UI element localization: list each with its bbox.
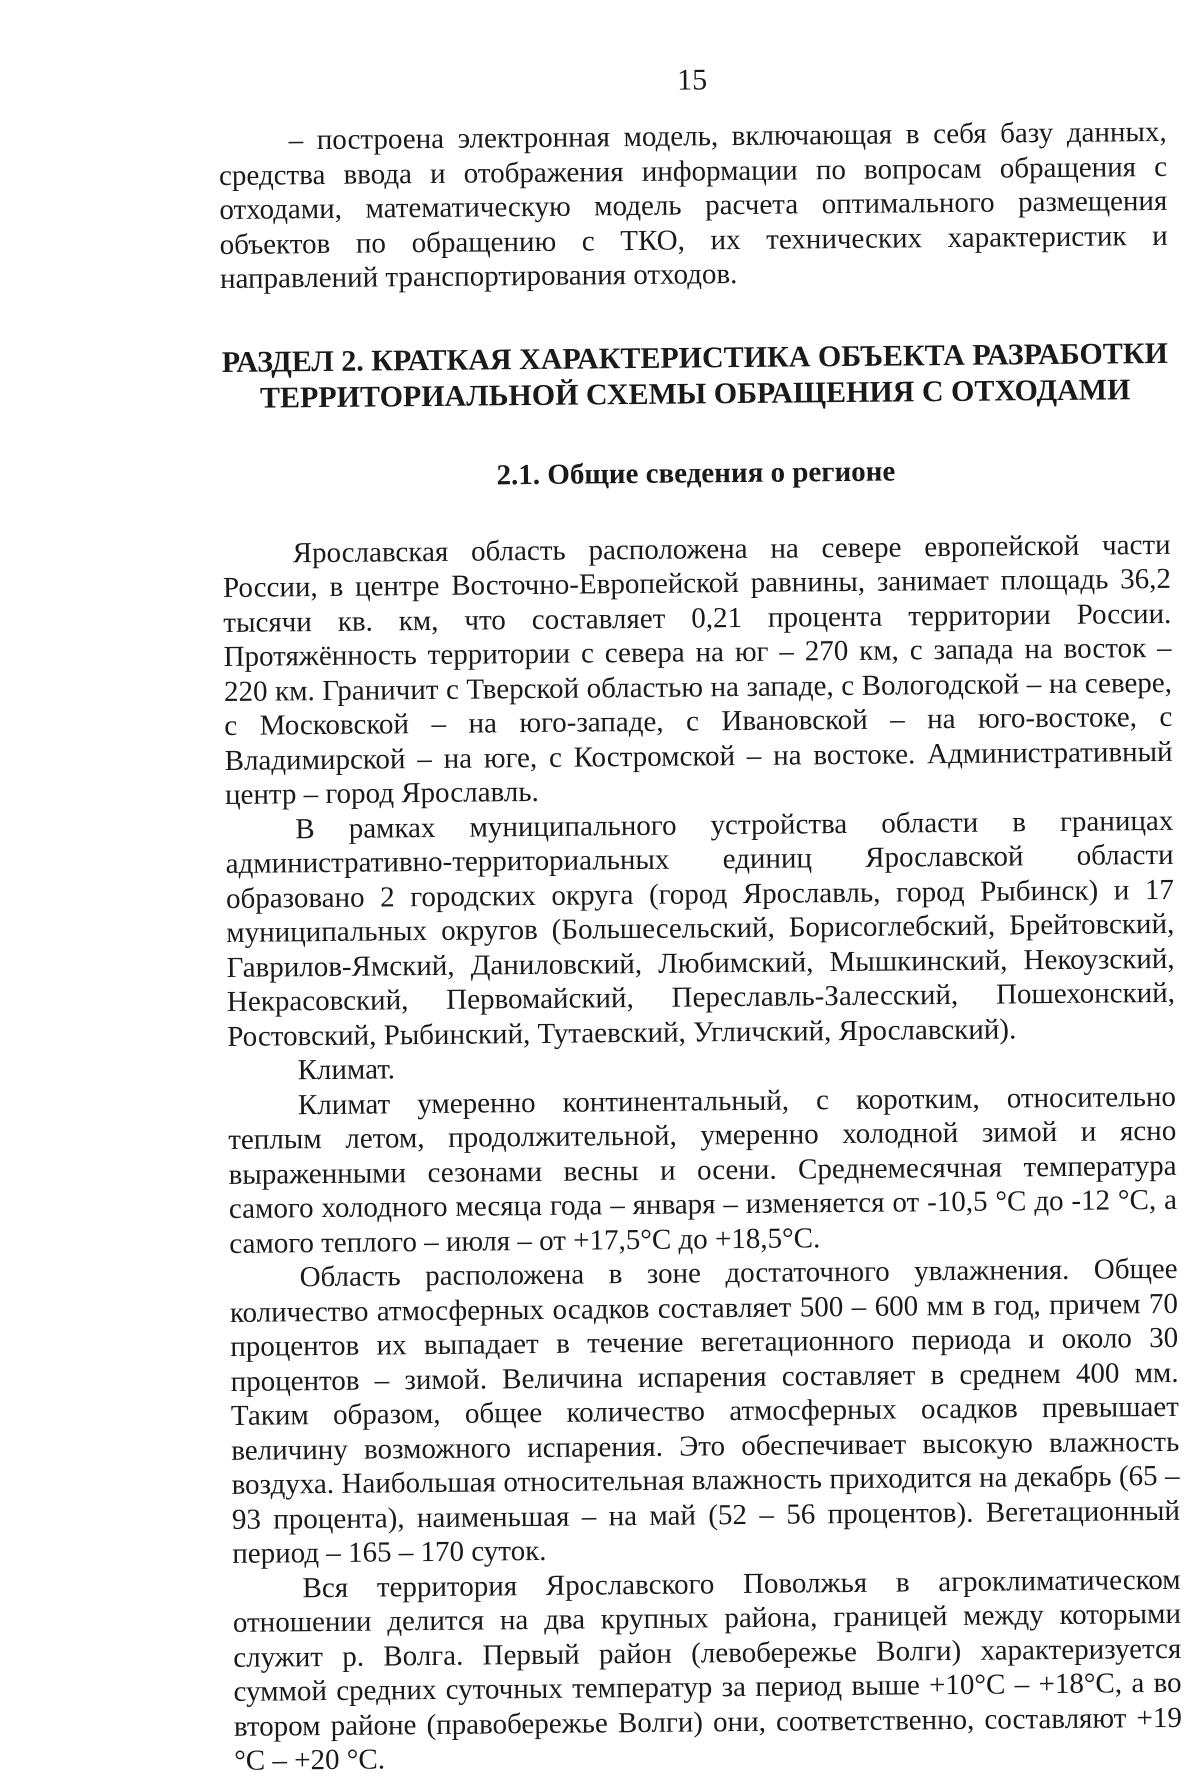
section-heading-line-2: ТЕРРИТОРИАЛЬНОЙ СХЕМЫ ОБРАЩЕНИЯ С ОТХОДАМИ — [259, 372, 1131, 415]
page-number: 15 — [676, 63, 708, 97]
climate-label: Климат. — [297, 1053, 396, 1087]
paragraph-municipal: В рамках муниципального устройства области в границах административно-территориальных единиц Ярославской области образовано 2 городских округа (город Ярославль, город Рыбинск) и 17 муниципальных округов (Большесельский, Борисоглебский, Брейтовский, Гаврилов-Ямский, Даниловский, Любимский, Мышкинский, Некоузский, Некрасовский, Первомайский, Переславль-Залесский, Пошехонский, Ростовский, Рыбинский, Тутаевский, Угличский, Ярославский). — [225, 804, 1176, 1053]
paragraph-agroclimate: Вся территория Ярославского Поволжья в агроклиматическом отношении делится на два крупных района, границей между которыми служит р. Волга. Первый район (левобережье Волги) характеризуется суммой средних суточных температур за период выше +10°С – +18°С, а во втором районе (правобережье Волги) они, соответственно, составляют +19 °С – +20 °С. — [232, 1563, 1183, 1777]
page-content — [218, 59, 1182, 1778]
subsection-heading: 2.1. Общие сведения о регионе — [496, 455, 896, 491]
intro-paragraph: – построена электронная модель, включающая в себя базу данных, средства ввода и отображения информации по вопросам обращения с отходами, математическую модель расчета оптимального размещения объектов по обращению с ТКО, их технических характеристик и направлений транспортирования отходов. — [218, 115, 1168, 295]
paragraph-location: Ярославская область расположена на севере европейской части России, в центре Восточно-Европейской равнины, занимает площадь 36,2 тысячи кв. км, что составляет 0,21 процента территории России. Протяжённость территории с севера на юг – 270 км, с запада на восток – 220 км. Граничит с Тверской областью на западе, с Вологодской – на севере, с Московской – на юго-западе, с Ивановской – на юго-востоке, с Владимирской – на юге, с Костромской – на востоке. Административный центр – город Ярославль. — [222, 528, 1173, 811]
paragraph-climate: Климат умеренно континентальный, с коротким, относительно теплым летом, продолжительной, умеренно холодной зимой и ясно выраженными сезонами весны и осени. Среднемесячная температура самого холодного месяца года – января – изменяется от -10,5 °С до -12 °С, а самого теплого – июля – от +17,5°С до +18,5°С. — [228, 1080, 1178, 1260]
section-heading — [221, 335, 1170, 416]
paragraph-moisture: Область расположена в зоне достаточного увлажнения. Общее количество атмосферных осадков составляет 500 – 600 мм в год, причем 70 процентов их выпадает в течение вегетационного периода и около 30 процентов – зимой. Величина испарения составляет в среднем 400 мм. Таким образом, общее количество атмосферных осадков превышает величину возможного испарения. Это обеспечивает высокую влажность воздуха. Наибольшая относительная влажность приходится на декабрь (65 – 93 процента), наименьшая – на май (52 – 56 процентов). Вегетационный период – 165 – 170 суток. — [229, 1252, 1181, 1570]
section-heading-line-1: РАЗДЕЛ 2. КРАТКАЯ ХАРАКТЕРИСТИКА ОБЪЕКТА РАЗРАБОТКИ — [221, 336, 1168, 379]
